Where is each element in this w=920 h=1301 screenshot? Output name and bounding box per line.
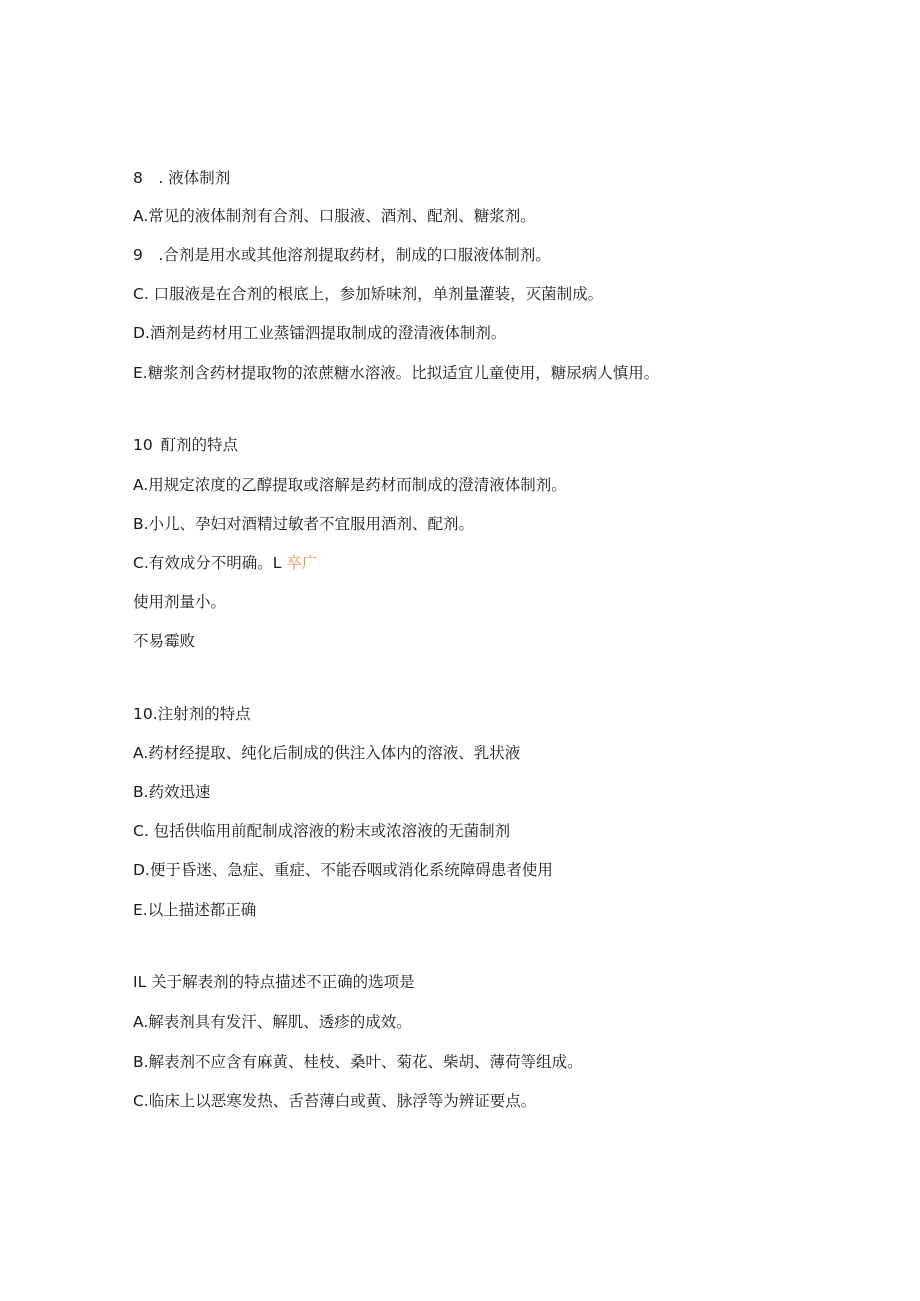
q10a-option-d: 使用剂量小。 <box>133 593 227 611</box>
q10b-option-e: E.以上描述都正确 <box>133 901 257 919</box>
q10a-option-b: B.小儿、孕妇对酒精过敏者不宜服用酒剂、配剂。 <box>133 515 475 533</box>
q8-heading: 8 . 液体制剂 <box>133 169 231 187</box>
q11-option-b: B.解表剂不应含有麻黄、桂枝、桑叶、菊花、柴胡、薄荷等组成。 <box>133 1053 583 1071</box>
q10a-option-e: 不易霉败 <box>133 632 196 650</box>
q11-option-c: C.临床上以恶寒发热、舌苔薄白或黄、脉浮等为辨证要点。 <box>133 1092 537 1110</box>
q8-option-d: D.酒剂是药材用工业蒸镭泗提取制成的澄清液体制剂。 <box>133 324 507 342</box>
q8-option-a: A.常见的液体制剂有合剂、口服液、酒剂、配剂、糖浆剂。 <box>133 207 536 225</box>
q11-option-a: A.解表剂具有发汗、解肌、透疹的成效。 <box>133 1013 412 1031</box>
q10a-option-c-text: C.有效成分不明确。L <box>133 554 282 572</box>
q10b-option-d: D.便于昏迷、急症、重症、不能吞咽或消化系统障碍患者使用 <box>133 861 553 879</box>
q8-option-e: E.糖浆剂含药材提取物的浓蔗糖水溶液。比拟适宜儿童使用，糖尿病人慎用。 <box>133 364 660 382</box>
q11-heading: IL 关于解表剂的特点描述不正确的选项是 <box>133 973 415 991</box>
q8-option-c: C. 口服液是在合剂的根底上，参加矫味剂，单剂量灌装，灭菌制成。 <box>133 285 604 303</box>
q10b-option-a: A.药材经提取、纯化后制成的供注入体内的溶液、乳状液 <box>133 744 521 762</box>
q10b-option-b: B.药效迅速 <box>133 783 211 801</box>
q10a-option-a: A.用规定浓度的乙醇提取或溶解是药材而制成的澄清液体制剂。 <box>133 476 567 494</box>
q10b-heading: 10.注射剂的特点 <box>133 705 251 723</box>
q10a-option-c-mark: 卒广 <box>286 554 318 572</box>
q8-option-b: 9 .合剂是用水或其他溶剂提取药材，制成的口服液体制剂。 <box>133 246 551 264</box>
q10a-option-c <box>133 553 317 573</box>
q10a-heading: 10 酊剂的特点 <box>133 436 238 454</box>
q10b-option-c: C. 包括供临用前配制成溶液的粉末或浓溶液的无菌制剂 <box>133 822 511 840</box>
